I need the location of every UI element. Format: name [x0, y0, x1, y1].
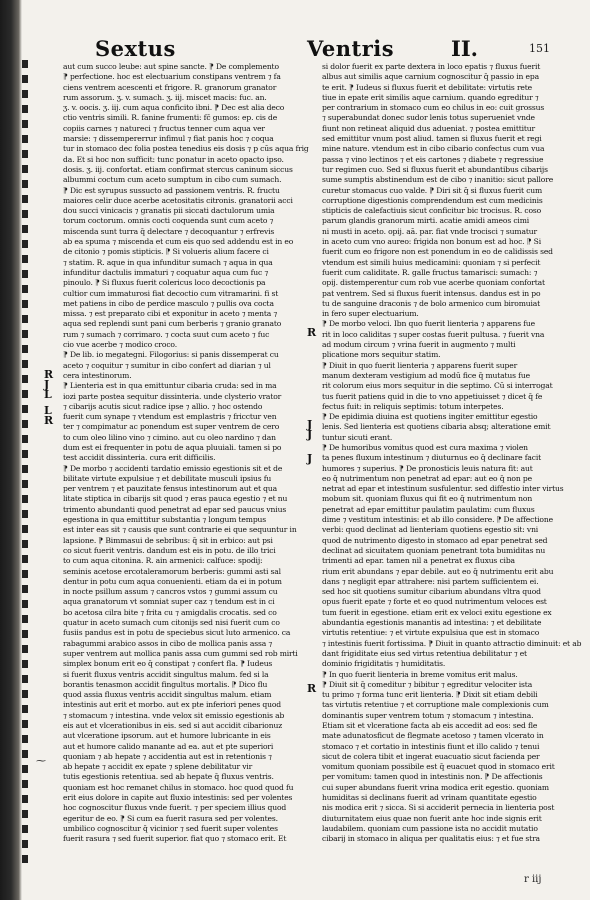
text-line: tus fuerit patiens quid in die to vno appetiuisset ⁊ dicet q̄ fe	[322, 391, 543, 401]
signature-mark: r iij	[524, 874, 542, 885]
margin-letter: R	[44, 414, 54, 427]
text-column-left	[63, 62, 309, 845]
text-line: aut vlceratione ipsorum. aut et humore lubricante in eis	[63, 731, 271, 741]
text-line: passa ⁊ vino lectinos ⁊ et eis cartones ⁊ diabete ⁊ regressiue	[322, 154, 544, 164]
text-line: co sicut fuerit ventris. dandum est eis in potu. de illo trici	[63, 545, 276, 555]
text-line: fectus fuit: in reliquis septimis: totum interpetes.	[322, 401, 504, 411]
text-line: quatur in aceto sumach cum citonijs sed nisi fuerit cum co	[63, 618, 280, 628]
text-line: tas virtutis retentiue ⁊ et corruptione male complexionis cum	[322, 700, 549, 710]
text-line: super ventrem aut mollica panis assa cum gummi sed rob mirti	[63, 648, 298, 658]
text-line: stipticis de calefactiuis sicut conficitur bic trocisus. R. coso	[322, 206, 542, 216]
text-line: rum ⁊ sumach ⁊ corrimaro. ⁊ cocta suut cum aceto ⁊ fuc	[63, 329, 270, 339]
text-line: ⁊ intestinis fuerit fortissima. ⁋ Diuit in quanto attractio diminuit: et ab	[322, 638, 582, 648]
margin-letter: L	[44, 404, 52, 417]
text-line: per ventrem ⁊ et pauzitate fensus intestinorum aut et qua	[63, 484, 277, 494]
text-line: test accidit dissinteria. cura erit difficilis.	[63, 453, 216, 463]
text-line: infunditur dactulis immaturi ⁊ coquatur aqua cum fuc ⁊	[63, 267, 269, 277]
text-line: ctio ventris simili. R. fanine frumenti: fc̄ gumos: ep. cis de	[63, 113, 278, 123]
text-line: egestiona in qua emittitur substantia ⁊ longum tempus	[63, 515, 267, 525]
text-line: fuerit cum synape ⁊ vtendum est emplastris ⁊ fricctur ven	[63, 412, 277, 422]
text-line: aqua sed replendi sunt pani cum berberis ⁊ granio granato	[63, 319, 282, 329]
text-line: simplex bonum erit eo q̄ constipat ⁊ confert fla. ⁋ Iudeus	[63, 659, 273, 669]
text-line: eo q̄ nutrimentum non penetrat ad epar: aut eo q̄ non pe	[322, 473, 532, 483]
text-line: umbilico cognoscitur q̄ vicinior ⁊ sed fuerit super volentes	[63, 823, 278, 833]
text-line: si fuerit fluxus ventris accidit singultus malum. fed si la	[63, 669, 269, 679]
margin-letter: J	[307, 418, 313, 431]
text-line: de citonio ⁊ pomis stipticis. ⁋ Si volueris alium facere ci	[63, 247, 269, 257]
text-line: penetrat ad epar emittitur paulatim paulatim: cum fluxus	[322, 504, 535, 514]
text-line: bilitate virtute expulsiue ⁊ et debilitate musculi ipsius fu	[63, 473, 272, 483]
text-line: verbi: quod declinat ad lienteriam quotiens egestio sit: vni	[322, 525, 539, 535]
text-line: to cum oleo lilino vino ⁊ cimino. aut cu oleo nardino ⁊ dan	[63, 432, 276, 442]
margin-letter: L	[44, 388, 52, 401]
text-line: sed hoc sit quotiens sumitur cibarium abundans vltra quod	[322, 587, 541, 597]
text-line: tutis egestionis retentiua. sed ab hepate q̄ fluxus ventris.	[63, 772, 274, 782]
text-line: iozi parte postea sequitur dissinteria. unde clysterio vrator	[63, 391, 282, 401]
text-line: dant frigiditate eius sed virtus retentiua debilitatur ⁊ et	[322, 648, 527, 658]
text-line: ⁋ De lib. io megategni. Filogorius: si panis dissemperat cu	[63, 350, 279, 360]
text-line: met patiens in cibo de perdice masculo ⁊ pullis ova cocta	[63, 298, 274, 308]
text-line: si dolor fuerit ex parte dextera in loco epatis ⁊ fluxus fuerit	[322, 62, 541, 71]
text-line: ⁋ Lienteria est in qua emittuntur cibaria cruda: sed in ma	[63, 381, 277, 391]
margin-letter: J	[307, 452, 313, 465]
text-line: dosis. ʒ. iij. confortat. etiam confirmat stercus caninum siccus	[63, 164, 293, 174]
text-line: seminis acetose ercotaleramorum berberis: gummi asti sal	[63, 566, 281, 576]
facing-page-edge	[22, 60, 32, 880]
text-line: ciens ventrem acescenti et frigore. R. granorum granator	[63, 82, 277, 92]
text-line: ⁊ stomacum ⁊ intestina. vnde velox sit emissio egestionis ab	[63, 710, 285, 720]
text-line: corruptione digestionis comprendendum est cum medicinis	[322, 195, 543, 205]
text-line: ⁊ superabundat donec sudor lenis totus superueniet vnde	[322, 113, 535, 123]
text-line: dominantis super ventrem totum ⁊ stomacum ⁊ intestina.	[322, 710, 534, 720]
text-line: tu primo ⁊ forma tunc erit lienteria. ⁋ Dixit sit etiam debili	[322, 690, 538, 700]
ink-mark: ⁓	[36, 756, 46, 767]
text-line: per vomitum: tamen quod in intestinis non. ⁋ De affectionis	[322, 772, 543, 782]
text-line: manum dexteram vestigium ad modū fice q̄ mutatus fue	[322, 370, 530, 380]
text-line: stomaco ⁊ et cortatio in intestinis fiunt et illo calido ⁊ tenui	[322, 741, 540, 751]
text-line: eis aut et vlcerationibus in eis. sed si aut accidit cibarionuz	[63, 721, 283, 730]
text-line: egeritur de eo. ⁋ Si cum ea fuerit rasura sed per volentes.	[63, 813, 278, 823]
text-line: quod de nutrimento digesto in stomaco ad epar penetrat sed	[322, 535, 548, 545]
text-line: trimento abundanti quod penetrat ad epar sed paucus vnius	[63, 504, 287, 514]
text-line: ⁊ statim. R. aque in qua infunditur sumach ⁊ aqua in qua	[63, 257, 273, 267]
text-line: quoniam ⁊ ab hepate ⁊ accidentia aut est in retentionis ⁊	[63, 751, 272, 761]
text-line: mobum sit. quoniam fluxus qui fit eo q̄ nutrimentum non	[322, 494, 533, 504]
text-line: netrat ad epar et intestinum susfulentur. sed diffestio inter virtus	[322, 484, 564, 494]
text-line: fusiis pandus est in potu de speciebus sicut luto armenico. ca	[63, 628, 291, 638]
text-line: ⁋ De morbo ⁊ accidenti tardatio emissio egestionis sit et de	[63, 463, 283, 473]
text-line: parum glandis granorum mirti. acatie amidi ameos cimi	[322, 216, 530, 226]
text-line: dentur in potu cum aqua conuenienti. etiam da ei in potum	[63, 576, 282, 586]
text-line: lapsione. ⁋ Bimmasui de sebribus: q̄ sit in erbico: aut psi	[63, 535, 273, 545]
text-line: to cum aqua citonina. R. ain armenici: calfuce: spodij:	[63, 556, 263, 566]
text-line: ta penes fluxum intestinum ⁊ diuturnus eo q̄ declinare facit	[322, 453, 542, 463]
text-line: hoc cognoscitur fluxus vnde fuerit. ⁊ per speciem illius quod	[63, 803, 287, 813]
text-line: da. Et si hoc non sufficit: tunc ponatur in aceto opacto ipso.	[63, 154, 284, 164]
text-line: ⁋ Diuit sit q̄ comeditur ⁊ bibitur ⁊ egreditur velociter ista	[322, 679, 533, 689]
text-line: rabagummi arabico assos in cibo de mollica panis assa ⁊	[63, 638, 273, 648]
margin-letter: R	[307, 326, 317, 339]
text-line: nis modica erit ⁊ sicca. Si si acciderit pernecia in lienteria post	[322, 803, 555, 813]
text-line: dominio frigiditatis ⁊ humiditatis.	[322, 659, 446, 669]
text-line: cera intestinorum.	[63, 370, 132, 380]
text-line: tiue in epate erit similis aque carnium. quando egreditur ⁊	[322, 92, 539, 102]
text-line: ⁋ De humoribus vomitus quod est cura maxima ⁊ violen	[322, 442, 528, 452]
margin-letter: J	[44, 378, 50, 391]
text-line: dans ⁊ negligit epar attrahere: nisi partem sufficientem ei.	[322, 576, 539, 586]
text-line: fuerit cum eo frigore non est ponendum in eo de calidissis sed	[322, 247, 553, 257]
text-line: tu de sanguine draconis ⁊ de bolo armenico cum biromuiat	[322, 298, 541, 308]
text-line: ab ea spuma ⁊ miscenda et cum eis quo sed addendu est in eo	[63, 237, 294, 247]
text-line: vtendum est simili huius medicamini: quoniam ⁊ si perfecit	[322, 257, 541, 267]
text-line: cibarij in stomaco in aliqua per qualitatis eius: ⁊ et fue stra	[322, 834, 540, 844]
margin-letter: R	[44, 368, 54, 381]
text-line: vomitum quoniam possibile est q̄ euacuet quod in stomaco erit	[322, 762, 555, 772]
text-line: cio vue acerbe ⁊ modico croco.	[63, 340, 177, 350]
text-column-right	[322, 62, 582, 845]
text-line: maiores celir duce acerbe acetositatis citronis. granatorii acci	[63, 195, 293, 205]
chapter-number: II.	[451, 36, 478, 61]
text-line: rum assorum. ʒ. v. sumach. ʒ. iij. miscet macis: fuc. an.	[63, 92, 267, 102]
text-line: missa. ⁊ est preparato cibi et exponitur in aceto ⁊ menta ⁊	[63, 309, 277, 319]
text-line: aceto ⁊ coquitur ⁊ sumitur in cibo confert ad diarian ⁊ ul	[63, 360, 271, 370]
text-line: Etiam sit et vlceratione facta ab eis accedit ad eos: sed fle	[322, 721, 538, 730]
text-line: mate adunatosficut de flegmate acetoso ⁊ tamen vlcerato in	[322, 731, 544, 741]
text-line: marsie: ⁊ dissempererrur infimul ⁊ fiat panis hoc ⁊ coqua	[63, 134, 274, 144]
margin-letter: J	[307, 428, 313, 441]
text-line: albummi coctum cum aceto sumptum in cibo cum sumach.	[63, 175, 282, 185]
text-line: torum coctorum. omnis cocti coquenda sunt cum aceto ⁊	[63, 216, 274, 226]
text-line: humores ⁊ superius. ⁋ De pronosticis leuis natura fit: aut	[322, 463, 533, 473]
text-line: ter ⁊ compimatur ac ponendum est super ventrem de cero	[63, 422, 280, 432]
text-line: in fero super electuarium.	[322, 309, 419, 319]
running-title-middle: Ventris	[307, 36, 395, 61]
margin-letter: R	[307, 682, 317, 695]
text-line: fuerit cum caliditate. R. galle fructus tamarisci: sumach: ⁊	[322, 267, 538, 277]
text-line: humiditas si declinans fuerit ad vrinam quantitate egestio	[322, 793, 537, 803]
text-line: sicut de colera tibit et ingerat euacuatio sicut facienda per	[322, 751, 540, 761]
text-line: fuerit rasura ⁊ sed fuerit superior. fiat quo ⁊ stomaco erit. Et	[63, 834, 287, 844]
text-line: ⁋ Dic est syrupus sussucto ad passionem ventris. R. fructu	[63, 185, 280, 195]
text-line: rium erit abundans ⁊ epar debile. aut eo q̄ nutrimentu erit abu	[322, 566, 554, 576]
text-line: plicatione mors sequitur statim.	[322, 350, 441, 360]
text-line: in nocte psillum assum ⁊ cancros vstos ⁊ gummi assum cu	[63, 587, 278, 597]
book-binding-gutter	[0, 0, 22, 900]
text-line: tur in stomaco dec folia postea tenedius eis dosis ⁊ p cūs aqua frig	[63, 144, 309, 154]
text-line: cui super abundans fuerit vrina modica erit egestio. quoniam	[322, 782, 549, 792]
text-line: per contrarium in stomaco cum eo chilus in eo: cuit grossus	[322, 103, 545, 113]
text-line: ⁋ In quo fuerit lienteria in breme vomitus erit malus.	[322, 669, 518, 679]
text-line: trimenti ad epar. tamen nil a penetrat ex fluxus ciba	[322, 556, 515, 566]
text-line: tur regimen cuo. Sed si fluxus fuerit et abundantibus cibarijs	[322, 164, 548, 174]
text-line: ab hepate ⁊ accidit ex epate ⁊ splene debilitatur vir	[63, 762, 253, 772]
folio-number: 151	[529, 42, 550, 55]
text-line: ni musti in aceto. opij. aā. par. fiat vnde trocisci ⁊ sumatur	[322, 226, 537, 236]
text-line: sed emittitur vnum post aliud. tamen si fluxus fuerit et regi	[322, 134, 542, 144]
text-line: miscenda sunt turra q̄ delectare ⁊ decoquantur ⁊ erfrevis	[63, 226, 275, 236]
text-line: rit colorum eius mors sequitur in die septimo. Cū si interrogat	[322, 381, 553, 391]
text-line: ⁋ De morbo veloci. Ibn quo fuerit lienteria ⁊ apparens fue	[322, 319, 535, 329]
text-line: pinoulo. ⁋ Si fluxus fuerit colericus loco decoctionis pa	[63, 278, 266, 288]
text-line: virtutis retentiue: ⁊ et virtute expulsiua que est in stomaco	[322, 628, 540, 638]
text-line: curetur stomacus cuo valde. ⁋ Diri sit q̄ si fluxus fuerit cum	[322, 185, 543, 195]
text-line: bo acetosa cilra bite ⁊ frita cu ⁊ amigdalis crocatis. sed co	[63, 607, 277, 617]
text-line: aqua granatorum vt somniat super caz ⁊ tendum est in ci	[63, 597, 275, 607]
text-line: ad modum circum ⁊ vrina fuerit in augmento ⁊ multi	[322, 340, 516, 350]
text-line: intestinis aut erit et morbo. aut ex pte inferiori penes quod	[63, 700, 281, 710]
running-title-left: Sextus	[95, 36, 176, 61]
text-line: albus aut similis aque carnium cognoscitur q̄ passio in epa	[322, 72, 539, 82]
text-line: te erit. ⁋ Iudeus si fluxus fuerit et debilitate: virtutis rete	[322, 82, 533, 92]
text-line: fiunt non retineat aliquid dus adueniat. ⁊ postea emittitur	[322, 123, 536, 133]
text-line: opus fuerit epate ⁊ forte et eo quod nutrimentum veloces est	[322, 597, 547, 607]
text-line: declinat ad sicuitatem quoniam penetrant tota bumiditas nu	[322, 545, 546, 555]
text-line: mine nature. vtendum est in cibo cibario confectus cum vua	[322, 144, 545, 154]
text-line: dou succi vinicacis ⁊ granatis pii siccati dactulorum umia	[63, 206, 275, 216]
text-line: copiis carnes ⁊ natureci ⁊ fructus tenner cum aqua ver	[63, 123, 265, 133]
text-line: tuntur sicuti erant.	[322, 432, 393, 442]
text-line: ⁋ De epidimia diuina est quotiens ingiter emittitur egestio	[322, 412, 538, 422]
text-line: sume sumptis abstinendum est de cibo ⁊ inanitio: sicut pallore	[322, 175, 554, 185]
text-line: tum fuerit in egestione. etiam erit ex veloci exitu egestione ex	[322, 607, 552, 617]
text-line: erit eius dolore in capite aut fluxio intestinis: sed per volentes	[63, 793, 293, 803]
text-line: litate stiptica in cibarijs sit quod ⁊ eras pauca egestio ⁊ et nu	[63, 494, 288, 504]
text-line: aut et humore calido manante ad ea. aut et pte superiori	[63, 741, 274, 751]
text-line: cultior cum immaturosi fiat decoctio cum vitramarini. fi st	[63, 288, 279, 298]
text-line: quod assia fluxus ventris accidit singultus malum. etiam	[63, 690, 272, 700]
text-line: rit in loco caliditas ⁊ super costas fuerit pultusa. ⁊ fuerit vna	[322, 329, 545, 339]
text-line: aut cum succo leube: aut spine sancte. ⁋ De complemento	[63, 62, 279, 71]
text-line: quoniam est hoc remanet chilus in stomaco. hoc quod quod fu	[63, 782, 294, 792]
text-line: ⁋ perfectione. hoc est electuarium constipans ventrem ⁊ fa	[63, 72, 281, 82]
text-line: borantis tenasmon accidit fingultus mortalis. ⁋ Dico flu	[63, 679, 268, 689]
text-line: pat ventrem. Sed si fluxus fuerit intensus. dandus est in po	[322, 288, 541, 298]
text-line: est inter eas sit ⁊ causis que sunt contrarie ei que sequuntur in	[63, 525, 297, 535]
text-line: ⁋ Diuit in quo fuerit lienteria ⁊ apparens fuerit super	[322, 360, 518, 370]
text-line: abundantia egestionis manantis ad intestina: ⁊ et debilitate	[322, 618, 542, 628]
text-line: dime ⁊ vestitum intestinis: et ab illo considere. ⁋ De affectione	[322, 515, 553, 525]
text-line: lenis. Sed lienteria est quotiens cibaria absq; alteratione emit	[322, 422, 551, 432]
text-line: diuturnitatem eius quae non fuerit ante hoc inde signis erit	[322, 813, 542, 823]
text-line: opij. distemperentur cum rob vue acerbe quoniam confortat	[322, 278, 545, 288]
text-line: laudabilem. quoniam cum passione ista no accidit mutatio	[322, 823, 538, 833]
text-line: dum est ei frequenter in potu de aqua pluuiali. tamen si po	[63, 442, 282, 452]
text-line: ʒ. v. oocis. ʒ. iij. cum aqua conficito ibni. ⁋ Dec est alia deco	[63, 103, 285, 113]
text-line: ⁊ cibarijs acutis sicut radice ipse ⁊ allio. ⁊ hoc ostendo	[63, 401, 263, 411]
text-line: in aceto cum vno aureo: frigida non bonum est ad hoc. ⁋ Si	[322, 237, 541, 247]
